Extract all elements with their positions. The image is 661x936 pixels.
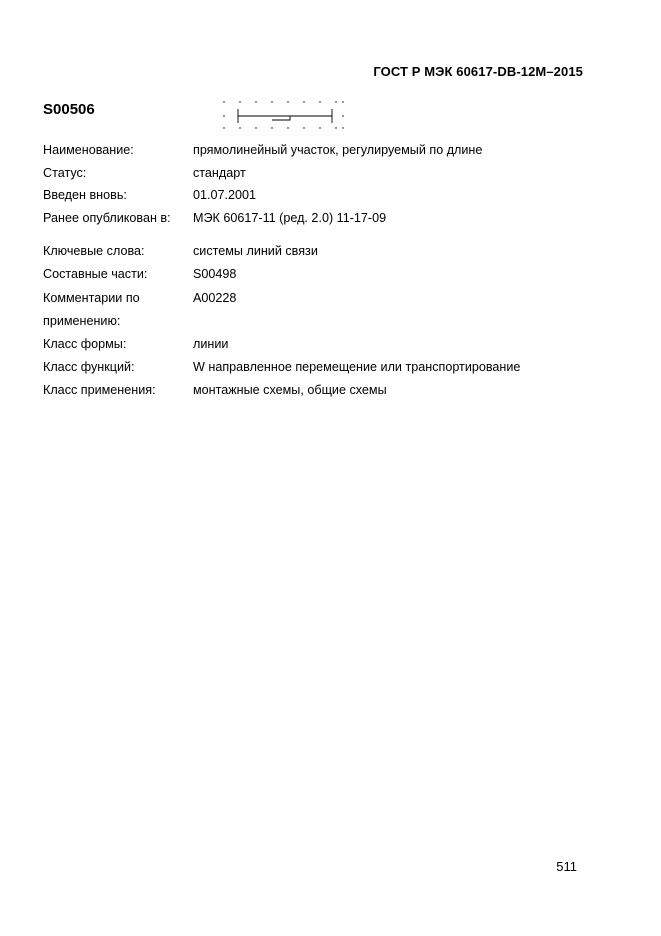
field-label: применению: — [43, 314, 121, 328]
symbol-graphic — [222, 99, 346, 131]
field-value: прямолинейный участок, регулируемый по длине — [193, 143, 483, 157]
field-label: Введен вновь: — [43, 188, 127, 202]
field-label: Класс применения: — [43, 383, 156, 397]
field-value: МЭК 60617-11 (ред. 2.0) 11-17-09 — [193, 211, 387, 225]
field-label: Класс функций: — [43, 360, 135, 374]
field-label: Составные части: — [43, 267, 148, 281]
field-label: Ключевые слова: — [43, 244, 145, 258]
page-number: 511 — [556, 859, 577, 874]
field-value: 01.07.2001 — [193, 188, 257, 202]
field-value: монтажные схемы, общие схемы — [193, 383, 387, 397]
symbol-code: S00506 — [43, 101, 95, 118]
symbol-lines — [238, 109, 332, 123]
standard-header: ГОСТ Р МЭК 60617-DB-12M–2015 — [373, 64, 583, 79]
field-value: A00228 — [193, 291, 237, 305]
field-label: Класс формы: — [43, 337, 127, 351]
field-value: стандарт — [193, 166, 246, 180]
symbol-grid-dots — [223, 101, 343, 128]
field-value: системы линий связи — [193, 244, 318, 258]
field-label: Статус: — [43, 166, 87, 180]
field-label: Наименование: — [43, 143, 134, 157]
field-value: W направленное перемещение или транспортирование — [193, 360, 521, 374]
field-label: Комментарии по — [43, 291, 140, 305]
field-label: Ранее опубликован в: — [43, 211, 171, 225]
field-value: линии — [193, 337, 229, 351]
field-value: S00498 — [193, 267, 237, 281]
